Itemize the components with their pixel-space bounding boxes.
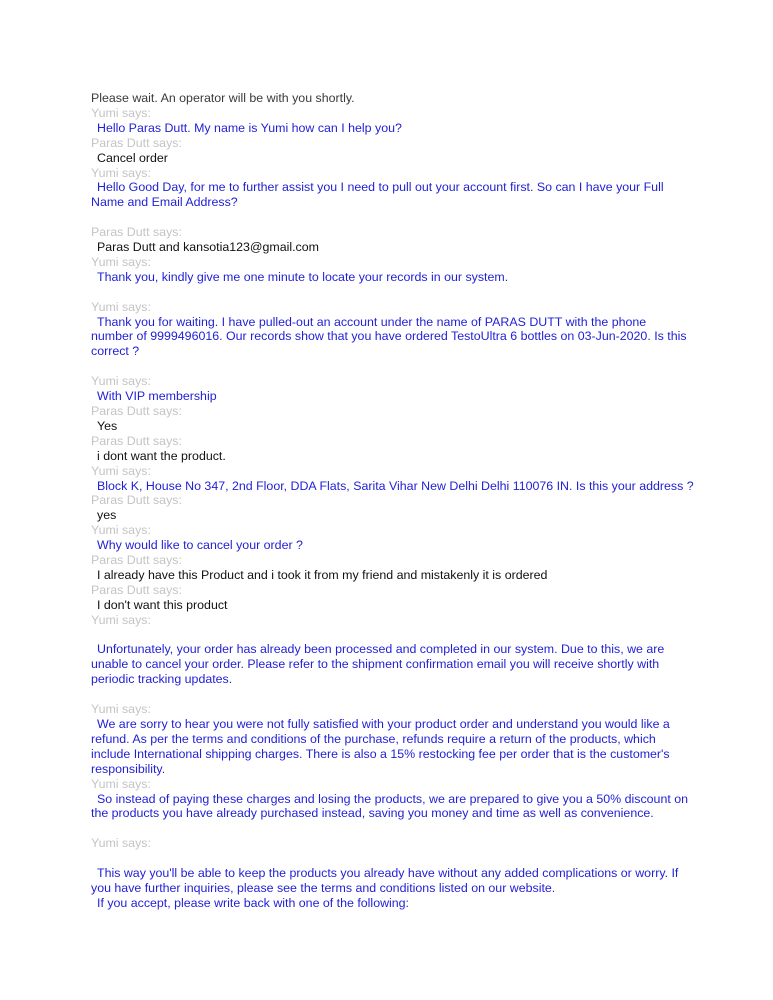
speaker-label: Paras Dutt says:	[91, 225, 182, 240]
speaker-label: Yumi says:	[91, 299, 151, 314]
agent-message: Hello Paras Dutt. My name is Yumi how can I help you?	[97, 120, 402, 135]
agent-message: Block K, House No 347, 2nd Floor, DDA Flats, Sarita Vihar New Delhi Delhi 110076 IN. Is this your address ?	[97, 478, 694, 493]
speaker-label: Yumi says:	[91, 165, 151, 180]
spacer	[91, 687, 691, 702]
customer-message: i dont want the product.	[97, 448, 226, 463]
speaker-label: Paras Dutt says:	[91, 403, 182, 418]
agent-message: Why would like to cancel your order ?	[97, 538, 303, 553]
customer-message: Paras Dutt and kansotia123@gmail.com	[97, 240, 319, 255]
speaker-label: Yumi says:	[91, 776, 151, 791]
agent-message: With VIP membership	[97, 389, 217, 404]
agent-message: Thank you, kindly give me one minute to locate your records in our system.	[97, 269, 509, 284]
speaker-label: Paras Dutt says:	[91, 582, 182, 597]
agent-message: Thank you for waiting. I have pulled-out an account under the name of PARAS DUTT with the phone number of 9999496016. Our records show that you have ordered TestoUltra 6 bottles on 03-Jun-2020. Is this correct ?	[91, 314, 687, 359]
spacer	[91, 359, 691, 374]
spacer	[91, 285, 691, 300]
speaker-label: Yumi says:	[91, 254, 151, 269]
agent-message: This way you'll be able to keep the products you already have without any added complications or worry. If you have further inquiries, please see the terms and conditions listed on our website.	[91, 866, 679, 895]
speaker-label: Yumi says:	[91, 836, 151, 851]
spacer	[91, 851, 691, 866]
agent-message: Unfortunately, your order has already been processed and completed in our system. Due to this, we are unable to cancel your order. Please refer to the shipment confirmation email you will receive shortly with periodic tracking updates.	[91, 642, 665, 687]
speaker-label: Yumi says:	[91, 374, 151, 389]
customer-message: I already have this Product and i took it from my friend and mistakenly it is ordered	[97, 567, 548, 582]
speaker-label: Yumi says:	[91, 523, 151, 538]
speaker-label: Paras Dutt says:	[91, 433, 182, 448]
agent-message: We are sorry to hear you were not fully satisfied with your product order and understand you would like a refund. As per the terms and conditions of the purchase, refunds require a return of the products, which include International shipping charges. There is also a 15% restocking fee per order that is the customer's responsibility.	[91, 716, 670, 776]
chat-transcript	[91, 91, 694, 911]
customer-message: Yes	[97, 418, 118, 433]
customer-message: I don't want this product	[97, 597, 228, 612]
speaker-label: Yumi says:	[91, 105, 151, 120]
spacer	[91, 628, 691, 643]
speaker-label: Yumi says:	[91, 463, 151, 478]
speaker-label: Yumi says:	[91, 702, 151, 717]
status-message: Please wait. An operator will be with you shortly.	[91, 91, 355, 105]
speaker-label: Paras Dutt says:	[91, 493, 182, 508]
spacer	[91, 821, 691, 836]
customer-message: yes	[97, 508, 117, 523]
speaker-label: Paras Dutt says:	[91, 553, 182, 568]
agent-message-continued: If you accept, please write back with one of the following:	[97, 895, 410, 910]
spacer	[91, 210, 691, 225]
customer-message: Cancel order	[97, 150, 168, 165]
speaker-label: Paras Dutt says:	[91, 135, 182, 150]
speaker-label: Yumi says:	[91, 612, 151, 627]
agent-message: So instead of paying these charges and losing the products, we are prepared to give you a 50% discount on the products you have already purchased instead, saving you money and time as well as convenience.	[91, 791, 689, 821]
agent-message: Hello Good Day, for me to further assist you I need to pull out your account first. So can I have your Full Name and Email Address?	[91, 180, 664, 210]
